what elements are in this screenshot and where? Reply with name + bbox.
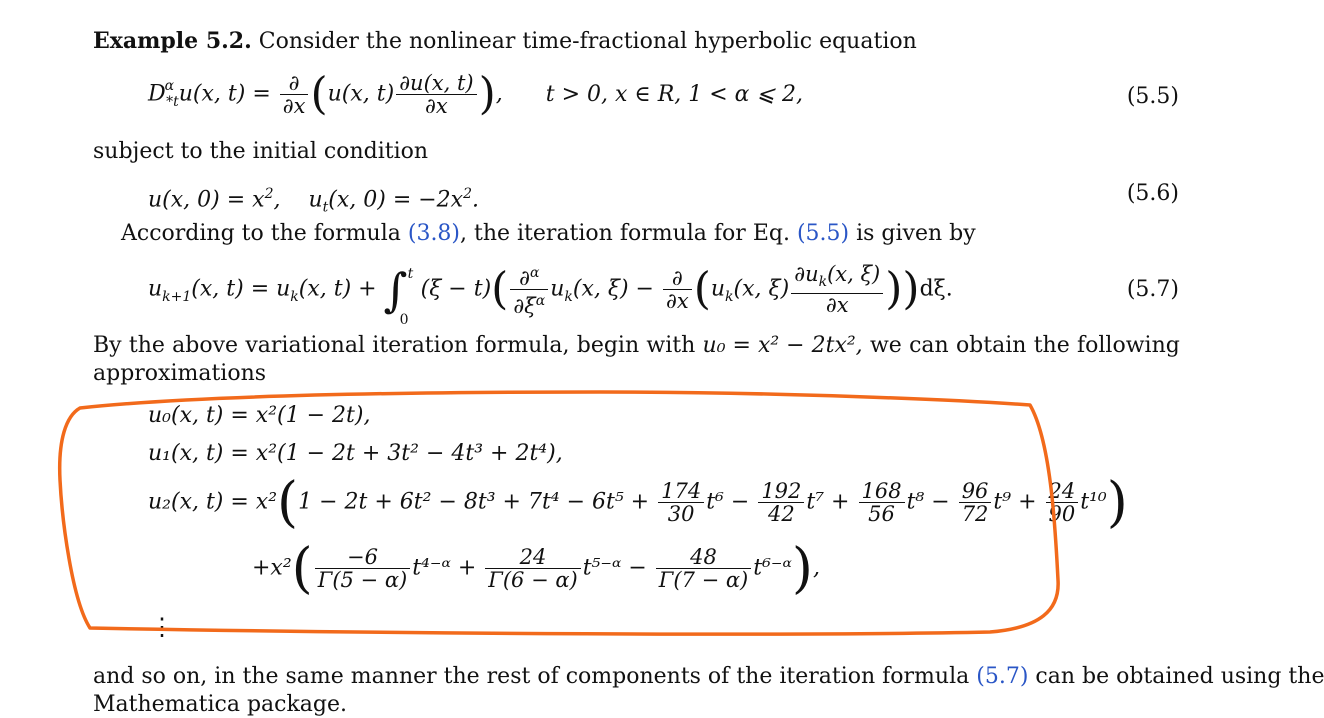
by-line-word: begin	[576, 333, 640, 358]
approx-u2-continued: +x²( $\frac{-6}{\Gamma(5 - \alpha)}$ t⁴⁻ᵅ + $\frac{24}{\Gamma(6 - \alpha)}$ t⁵⁻ᵅ − $\frac{48}{\Gamma(7 - \alpha)}$ t⁶⁻ᵅ),	[252, 536, 820, 600]
ref-5-5-link[interactable]: (5.5)	[796, 221, 850, 246]
equation-5-6: u(x, $0) = x^2$, $u_t(x$, $0) = -2x^2$.	[148, 186, 480, 216]
fraction-192-42: $\frac{192}{42}$	[758, 480, 804, 525]
integral-sign: ∫ t 0	[383, 262, 414, 328]
by-line-word: the	[128, 333, 165, 358]
by-line-word: the	[1033, 333, 1070, 358]
ref-5-7-link[interactable]: (5.7)	[976, 664, 1029, 689]
vertical-ellipsis: ⋮	[150, 613, 174, 641]
according-line: According to the formula (3.8), the iteration formula for Eq. (5.5) is given by	[121, 221, 976, 246]
by-line-word: u₀ = x² − 2tx²,	[702, 333, 863, 358]
by-line-word: variational	[245, 333, 366, 358]
by-line-word: can	[909, 333, 949, 358]
gamma-fraction-2: $\frac{24}{\Gamma(6 - \alpha)}$	[485, 546, 580, 591]
example-intro: Consider the nonlinear time-fractional hyperbolic equation	[258, 29, 917, 54]
gamma-fraction-3: $\frac{48}{\Gamma(7 - \alpha)}$	[656, 546, 751, 591]
approximations-label: approximations	[93, 361, 267, 386]
equation-number-5-5: (5.5)	[1126, 84, 1179, 109]
approx-u2: u₂(x, t) = x²(1 − 2t + 6t² − 8t³ + 7t⁴ − 6t⁵ + $\frac{174}{30}$ t⁶ − $\frac{192}{42}$ t⁷ + $\frac{168}{56}$ t⁸ − $\frac{96}{72}$ t⁹ + $\frac{24}{90}$ t¹⁰)	[148, 470, 1128, 534]
closing-line-2: Mathematica package.	[93, 692, 348, 717]
partial-x-fraction: $\frac{\partial}{\partial x}$	[280, 72, 309, 117]
fraction-174-30: $\frac{174}{30}$	[658, 480, 704, 525]
by-line-word: iteration	[372, 333, 469, 358]
subject-text: subject to the initial condition	[93, 139, 429, 164]
approx-u0: u₀(x, t) = x²(1 − 2t),	[148, 403, 371, 428]
equation-5-7: $u_{k+1}(x$, $t) = u_k(x$, t) + ∫ t 0 (ξ − t)( $\frac{\partial^\alpha}{\partial\xi^\alpha}$ $u_k(x$, ξ) − $\frac{\partial}{\partial x}$ ($u_k(x$, ξ) $\frac{\partial u_k(x, \xi)}{\partial x}$ ))dξ.	[148, 261, 953, 328]
by-line-word: following	[1077, 333, 1180, 358]
by-line-word: above	[172, 333, 239, 358]
approx-u1: u₁(x, t) = x²(1 − 2t + 3t² − 4t³ + 2t⁴),	[148, 441, 563, 466]
equation-5-5-conditions: t > 0, x ∈ R, 1 < α ⩽ 2,	[545, 81, 803, 107]
by-line-word: formula,	[475, 333, 570, 358]
fraction-96-72: $\frac{96}{72}$	[959, 480, 992, 525]
fraction-168-56: $\frac{168}{56}$	[859, 480, 905, 525]
equation-5-5: $D^\alpha_{*t}u(x$, t) = $\frac{\partial}{\partial x}$ (u(x, t) $\frac{\partial u(x, t)}{\partial x}$ ), t > 0, x ∈ R, 1 < α ⩽ 2,	[148, 68, 803, 120]
ref-3-8-link[interactable]: (3.8)	[407, 221, 461, 246]
equation-number-5-6: (5.6)	[1126, 181, 1179, 206]
by-line-word: we	[869, 333, 902, 358]
equation-number-5-7: (5.7)	[1126, 277, 1179, 302]
by-line-word: By	[93, 333, 122, 358]
example-title: Example 5.2.	[93, 28, 252, 54]
gamma-fraction-1: $\frac{-6}{\Gamma(5 - \alpha)}$	[315, 546, 410, 591]
closing-line: and so on, in the same manner the rest of components of the iteration formula (5.7) can be obtained using the	[93, 664, 1324, 689]
by-line-word: with	[646, 333, 696, 358]
fraction-24-90: $\frac{24}{90}$	[1046, 480, 1079, 525]
by-line-word: obtain	[955, 333, 1027, 358]
